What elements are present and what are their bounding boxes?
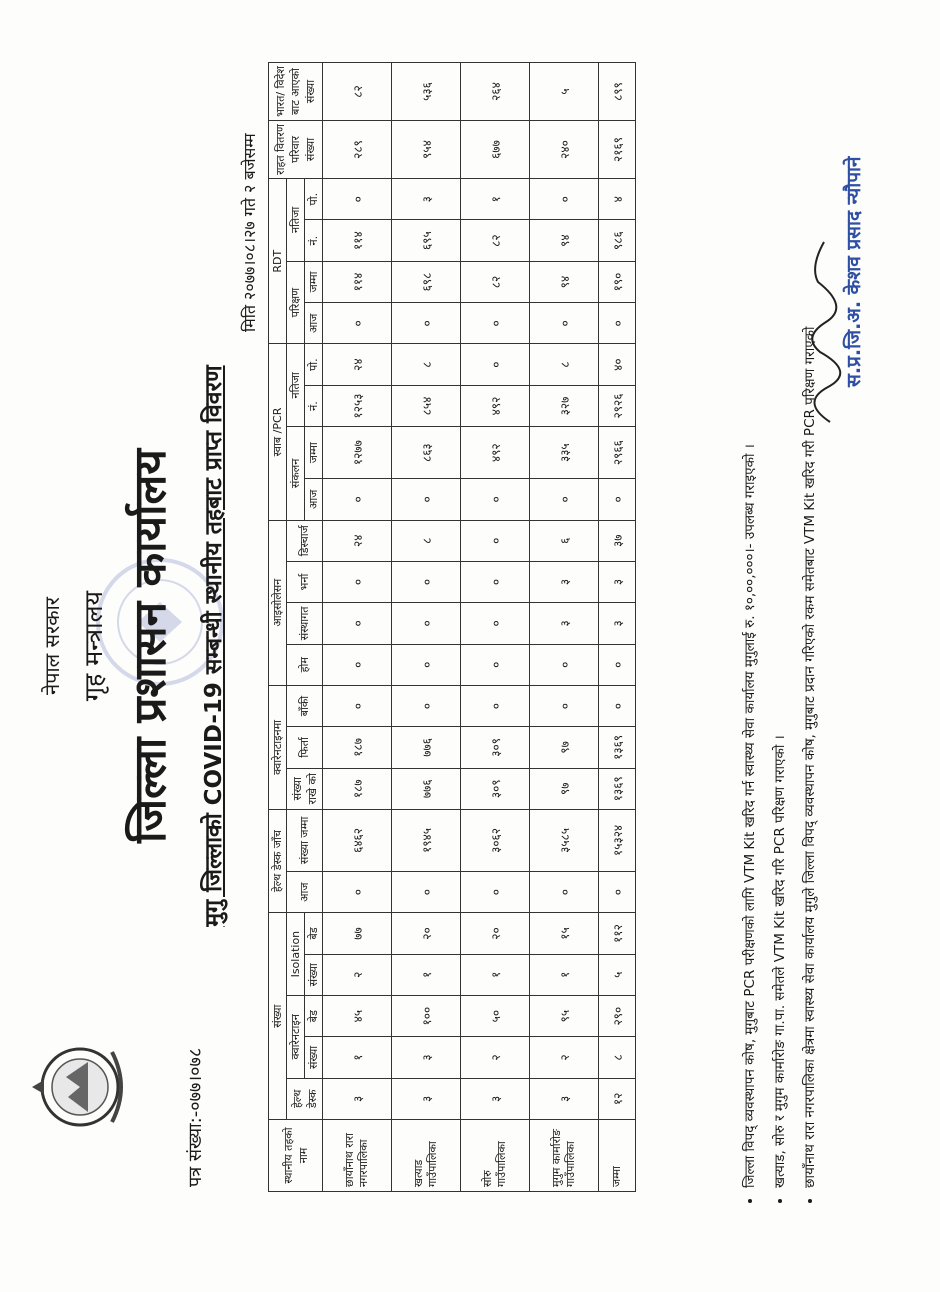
table-cell: ३०९ <box>461 727 530 768</box>
table-cell: ० <box>392 685 461 726</box>
table-cell: ५३६ <box>392 63 461 121</box>
table-cell: ० <box>599 479 636 520</box>
table-cell: २९६६ <box>599 427 636 479</box>
table-cell: ० <box>392 303 461 344</box>
table-cell: ० <box>461 685 530 726</box>
header-health-desk: हेल्थ डेस्क <box>287 1078 323 1119</box>
table-cell: ० <box>392 871 461 912</box>
table-cell: ० <box>599 644 636 685</box>
header-isolation-count: संख्या <box>305 954 323 995</box>
table-cell: ० <box>461 603 530 644</box>
table-cell: १३६९ <box>599 727 636 768</box>
table-cell: ६७७ <box>461 121 530 179</box>
table-cell: ० <box>461 644 530 685</box>
header-swab-negative: नं. <box>305 385 323 426</box>
header-rdt-today: आज <box>305 303 323 344</box>
header-rdt-group: RDT <box>269 179 287 344</box>
table-cell: ४० <box>599 344 636 385</box>
covid-report-table <box>268 62 636 1192</box>
table-cell: ० <box>530 644 599 685</box>
table-total-row <box>599 63 636 1192</box>
table-cell: ० <box>392 479 461 520</box>
report-title: मुगु जिल्लाको COVID-19 सम्बन्धी स्थानीय तहबाट प्राप्त विवरण <box>201 365 227 927</box>
table-row <box>461 63 530 1192</box>
table-cell: ० <box>530 871 599 912</box>
header-quarantine-count: संख्या <box>305 1037 323 1078</box>
table-cell: २८९ <box>323 121 392 179</box>
table-cell: १८७ <box>323 727 392 768</box>
table-cell: ८२ <box>323 63 392 121</box>
table-cell: २६४ <box>461 63 530 121</box>
table-cell: ० <box>323 871 392 912</box>
table-cell: १ <box>530 954 599 995</box>
header-quarantine: क्वारेनटाइन <box>287 995 305 1078</box>
table-cell: ० <box>530 479 599 520</box>
header-swab-today: आज <box>305 479 323 520</box>
header-returned: फिर्ता <box>287 727 323 768</box>
table-cell: ३ <box>530 603 599 644</box>
table-cell: ९५४ <box>392 121 461 179</box>
table-cell: ५ <box>530 63 599 121</box>
table-cell: ० <box>461 303 530 344</box>
table-cell: ३०९ <box>461 768 530 809</box>
table-cell: ८९९ <box>599 63 636 121</box>
table-cell: ११४ <box>323 220 392 261</box>
table-cell: ९५ <box>530 995 599 1036</box>
header-quarantine-beds: बेड <box>305 995 323 1036</box>
header-swab-total: जम्मा <box>305 427 323 479</box>
header-abroad: भारत/ विदेश बाट आएको संख्या <box>269 63 323 121</box>
table-cell: ७७६ <box>392 727 461 768</box>
table-cell: २४० <box>530 121 599 179</box>
header-quarantine-group: क्वारेनटाइनमा <box>269 685 287 809</box>
local-level-name: छायाँनाथ रारा नगरपालिका <box>323 1120 392 1192</box>
table-cell: ३ <box>323 1078 392 1119</box>
table-cell: ८५४ <box>392 385 461 426</box>
table-cell: ३ <box>530 561 599 602</box>
table-cell: १२७७ <box>323 427 392 479</box>
table-cell: ९७ <box>530 768 599 809</box>
header-isolation: Isolation <box>287 913 305 996</box>
local-level-name: मुगुम कार्मारोङ गाउँपालिका <box>530 1120 599 1192</box>
table-cell: ० <box>461 871 530 912</box>
table-cell: १०० <box>392 995 461 1036</box>
table-cell: ८६३ <box>392 427 461 479</box>
table-cell: २९० <box>599 995 636 1036</box>
header-institutional: संस्थागत <box>287 603 323 644</box>
table-cell: २१६९ <box>599 121 636 179</box>
table-cell: ३ <box>392 1078 461 1119</box>
letter-reference: पत्र संख्या:-०७७।०७८ <box>185 1047 206 1187</box>
table-cell: २ <box>323 954 392 995</box>
header-swab-group: स्वाब /PCR <box>269 344 287 520</box>
table-row <box>530 63 599 1192</box>
table-cell: २४ <box>323 520 392 561</box>
table-cell: ० <box>599 303 636 344</box>
office-name: जिल्ला प्रशासन कार्यालय <box>125 449 176 843</box>
table-cell: ९८६ <box>599 220 636 261</box>
local-level-name: जम्मा <box>599 1120 636 1192</box>
table-cell: ९७ <box>530 727 599 768</box>
header-rdt-result: नतिजा <box>287 179 305 262</box>
table-cell: ५ <box>599 954 636 995</box>
table-cell: ० <box>392 561 461 602</box>
table-cell: ३२७ <box>530 385 599 426</box>
table-cell: २४ <box>323 344 392 385</box>
table-cell: ० <box>599 685 636 726</box>
government-name: नेपाल सरकार <box>40 597 64 695</box>
header-count-group: संख्या <box>269 913 287 1120</box>
table-cell: १२ <box>599 1078 636 1119</box>
table-cell: ९४ <box>530 261 599 302</box>
table-cell: ० <box>461 520 530 561</box>
table-cell: ० <box>323 303 392 344</box>
table-cell: १ <box>392 954 461 995</box>
table-cell: १९४५ <box>392 809 461 871</box>
ministry-name: गृह मन्त्रालय <box>79 590 108 702</box>
header-rdt-negative: नं. <box>305 220 323 261</box>
table-cell: ८२ <box>461 261 530 302</box>
table-cell: २० <box>461 913 530 954</box>
table-cell: १५ <box>530 913 599 954</box>
table-cell: ८ <box>530 344 599 385</box>
header-local-level: स्थानीय तहको नाम <box>269 1120 323 1192</box>
header-total-count: संख्या जम्मा <box>287 809 323 871</box>
table-cell: २ <box>461 1037 530 1078</box>
table-cell: ० <box>392 603 461 644</box>
table-cell: १२५३ <box>323 385 392 426</box>
table-cell: ११४ <box>323 261 392 302</box>
table-cell: ३५८५ <box>530 809 599 871</box>
header-relief: राहत वितरण परिवार संख्या <box>269 121 323 179</box>
table-cell: ८ <box>392 520 461 561</box>
table-cell: १ <box>461 179 530 220</box>
table-cell: ० <box>323 685 392 726</box>
table-cell: ११२ <box>599 913 636 954</box>
table-cell: २९२६ <box>599 385 636 426</box>
header-swab-positive: पो. <box>305 344 323 385</box>
table-cell: २ <box>530 1037 599 1078</box>
table-cell: ० <box>599 871 636 912</box>
header-swab-result: नतिजा <box>287 344 305 427</box>
table-cell: ० <box>461 479 530 520</box>
header-kept: संख्या राखे को <box>287 768 323 809</box>
table-cell: १९० <box>599 261 636 302</box>
header-isolation-group: आइसोलेसन <box>269 520 287 685</box>
table-cell: ५० <box>461 995 530 1036</box>
table-cell: ० <box>323 479 392 520</box>
table-cell: ७७६ <box>392 768 461 809</box>
table-cell: ३ <box>599 561 636 602</box>
table-row <box>323 63 392 1192</box>
report-date: मिति २०७७।०८।२७ गते २ बजेसम्म <box>240 133 259 332</box>
table-cell: ६९८ <box>392 261 461 302</box>
table-cell: १ <box>323 1037 392 1078</box>
table-cell: ९४ <box>530 220 599 261</box>
table-cell: ८ <box>599 1037 636 1078</box>
table-cell: ० <box>323 561 392 602</box>
table-cell: ३३५ <box>530 427 599 479</box>
header-rdt-total: जम्मा <box>305 261 323 302</box>
table-cell: ० <box>530 685 599 726</box>
table-cell: ४९२ <box>461 385 530 426</box>
local-level-name: खत्याड गाउँपालिका <box>392 1120 461 1192</box>
table-cell: १३६९ <box>599 768 636 809</box>
header-rdt-positive: पो. <box>305 179 323 220</box>
table-cell: ३७ <box>599 520 636 561</box>
table-cell: ४९२ <box>461 427 530 479</box>
header-today: आज <box>287 871 323 912</box>
table-cell: १८७ <box>323 768 392 809</box>
table-cell: २० <box>392 913 461 954</box>
table-cell: ० <box>461 561 530 602</box>
note-item: • खत्याड, सोरु र मुगुम कार्मारोङ गा.पा. समेतले VTM Kit खरिद गरि PCR परिक्षण गराएको । <box>765 58 795 1188</box>
header-isolation-beds: बेड <box>305 913 323 954</box>
table-cell: ४ <box>599 179 636 220</box>
signature-stamp: स.प्र.जि.अ. केशव प्रसाद न्यौपाने <box>843 156 865 387</box>
table-cell: १ <box>461 954 530 995</box>
header-collection: संकलन <box>287 427 305 520</box>
table-cell: ६९५ <box>392 220 461 261</box>
header-discharged: डिस्चार्ज <box>287 520 323 561</box>
table-cell: ० <box>530 303 599 344</box>
table-cell: ३ <box>530 1078 599 1119</box>
table-cell: ० <box>323 179 392 220</box>
note-item: • जिल्ला विपद् व्यवस्थापन कोष, मुगुबाट PCR परीक्षणको लागि VTM Kit खरिद गर्न स्वास्थ्य सेवा कार्यालय मुगुलाई रु. १०,००,०००।- उपलब्ध गराइएको । <box>735 58 765 1188</box>
table-cell: ७७ <box>323 913 392 954</box>
table-cell: ३ <box>461 1078 530 1119</box>
header-health-desk-check: हेल्थ डेस्क जाँच <box>269 809 287 912</box>
table-cell: ० <box>323 603 392 644</box>
header-remaining: बाँकी <box>287 685 323 726</box>
note-item: • छायाँनाथ रारा नगरपालिका क्षेत्रमा स्वास्थ्य सेवा कार्यालय मुगुले जिल्ला विपद् व्यवस्थापन कोष, मुगुबाट प्रदान गरिएको रकम समेतबाट VTM Kit खरिद गरी PCR परिक्षण गराएको <box>795 58 825 1188</box>
table-cell: ३०६२ <box>461 809 530 871</box>
table-cell: ३ <box>392 179 461 220</box>
header-admitted: भर्ना <box>287 561 323 602</box>
table-cell: ० <box>461 344 530 385</box>
table-cell: ० <box>392 644 461 685</box>
header-rdt-test: परिक्षण <box>287 261 305 344</box>
table-cell: १५३२४ <box>599 809 636 871</box>
table-cell: ८ <box>392 344 461 385</box>
table-cell: ३ <box>392 1037 461 1078</box>
table-cell: ३ <box>599 603 636 644</box>
table-cell: ६४६२ <box>323 809 392 871</box>
local-level-name: सोरु गाउँपालिका <box>461 1120 530 1192</box>
table-cell: ६ <box>530 520 599 561</box>
header-home: होम <box>287 644 323 685</box>
table-row <box>392 63 461 1192</box>
table-cell: ० <box>323 644 392 685</box>
table-cell: ४५ <box>323 995 392 1036</box>
table-cell: ८२ <box>461 220 530 261</box>
table-cell: ० <box>530 179 599 220</box>
